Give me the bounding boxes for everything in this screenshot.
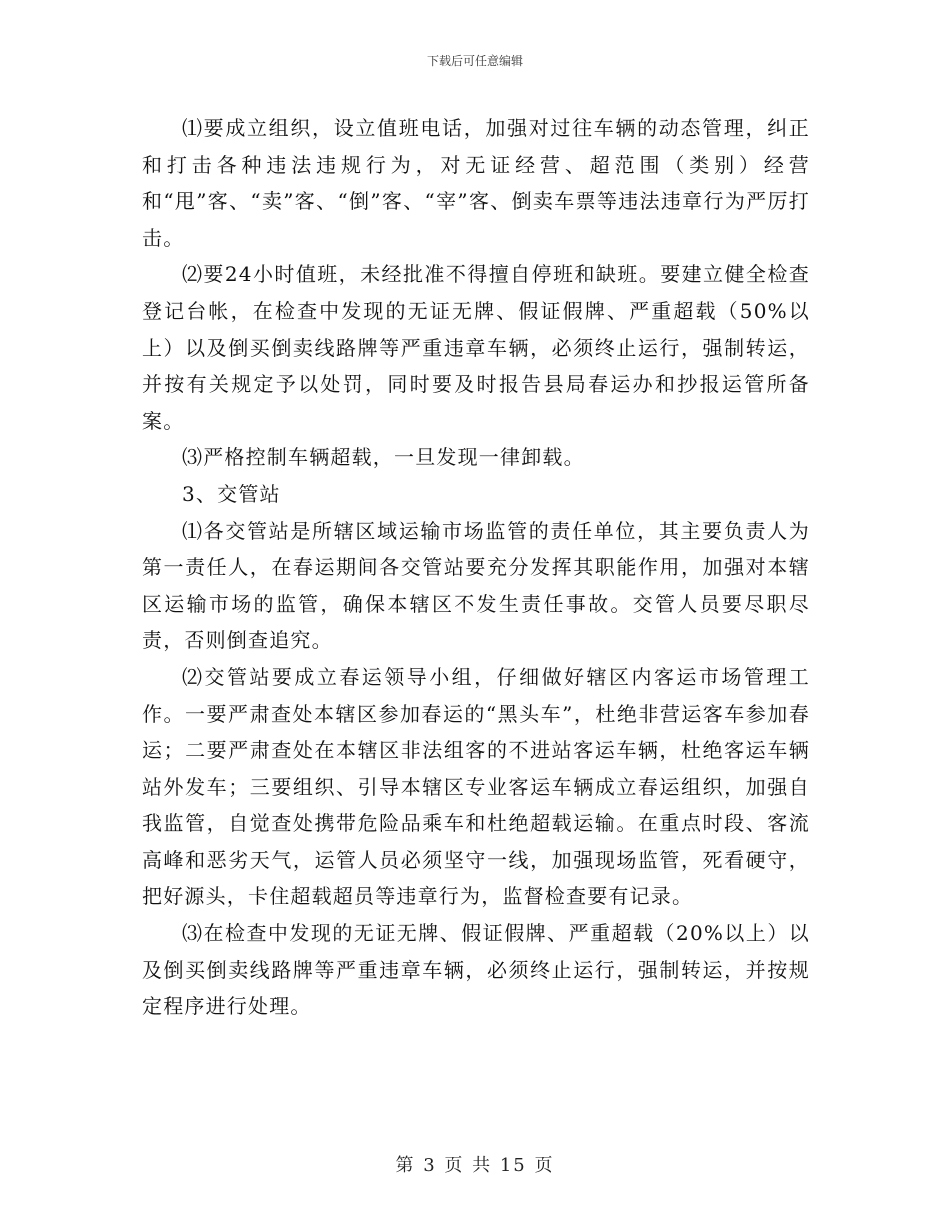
document-body [142,110,810,1025]
paragraph-6: ⑶在检查中发现的无证无牌、假证假牌、严重超载（20%以上）以及倒买倒卖线路牌等严重违章车辆，必须终止运行，强制转运，并按规定程序进行处理。 [142,921,810,1019]
page-footer: 第 3 页 共 15 页 [395,1155,555,1176]
paragraph-1: ⑴要成立组织，设立值班电话，加强对过往车辆的动态管理，纠正和打击各种违法违规行为，对无证经营、超范围（类别）经营和“甩”客、“卖”客、“倒”客、“宰”客、倒卖车票等违法违章行为严厉打击。 [142,116,810,250]
paragraph-4: ⑴各交管站是所辖区域运输市场监管的责任单位，其主要负责人为第一责任人，在春运期间各交管站要充分发挥其职能作用，加强对本辖区运输市场的监管，确保本辖区不发生责任事故。交管人员要尽职尽责，否则倒查追究。 [142,518,810,653]
paragraph-5: ⑵交管站要成立春运领导小组，仔细做好辖区内客运市场管理工作。一要严肃查处本辖区参加春运的“黑头车”，杜绝非营运客车参加春运；二要严肃查处在本辖区非法组客的不进站客运车辆，杜绝客运车辆站外发车；三要组织、引导本辖区专业客运车辆成立春运组织，加强自我监管，自觉查处携带危险品乘车和杜绝超载运输。在重点时段、客流高峰和恶劣天气，运管人员必须坚守一线，加强现场监管，死看硬守，把好源头，卡住超载超员等违章行为，监督检查要有记录。 [142,664,810,909]
page-header: 下载后可任意编辑 [426,54,523,68]
section-heading: 3、交管站 [182,481,281,506]
paragraph-2: ⑵要24小时值班，未经批准不得擅自停班和缺班。要建立健全检查登记台帐，在检查中发现的无证无牌、假证假牌、严重超载（50%以上）以及倒买倒卖线路牌等严重违章车辆，必须终止运行，强制转运，并按有关规定予以处罚，同时要及时报告县局春运办和抄报运管所备案。 [142,262,810,433]
paragraph-3: ⑶严格控制车辆超载，一旦发现一律卸载。 [182,445,585,470]
